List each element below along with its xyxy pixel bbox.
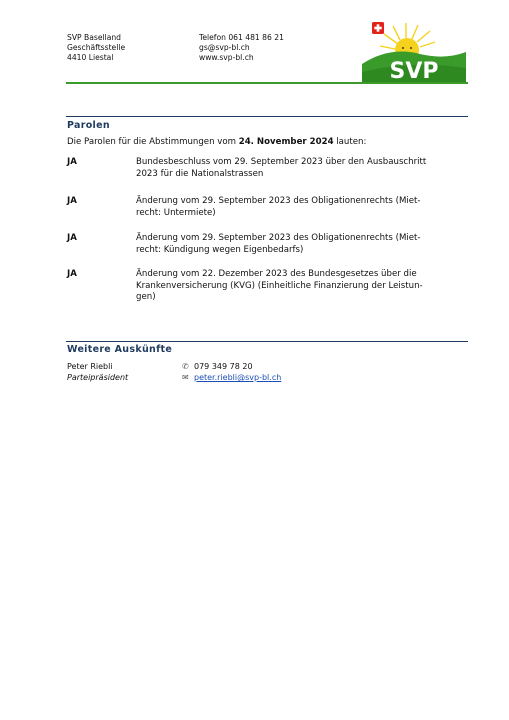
contact-phone[interactable]: 079 349 78 20 <box>194 362 253 371</box>
org-website[interactable]: www.svp-bl.ch <box>199 53 254 62</box>
sender-contact <box>199 33 284 63</box>
contact-phone-row <box>182 361 281 372</box>
contact-email-link[interactable]: peter.riebli@svp-bl.ch <box>194 373 282 382</box>
org-office: Geschäftsstelle <box>67 43 126 52</box>
contact-person <box>67 361 128 383</box>
vote-recommendation: JA <box>67 233 77 243</box>
sender-address <box>67 33 125 63</box>
contact-email-row <box>182 372 281 383</box>
section-rule-auskuenfte <box>66 341 468 342</box>
header-divider <box>66 82 468 84</box>
vote-date: 24. November 2024 <box>238 137 334 147</box>
section-rule-parolen <box>66 116 468 117</box>
vote-recommendation: JA <box>67 196 77 206</box>
parolen-intro: Die Parolen für die Abstimmungen vom 24. November 2024 lauten: <box>67 137 367 147</box>
org-city: 4410 Liestal <box>67 53 114 62</box>
ballot-item: Bundesbeschluss vom 29. September 2023 über den Ausbauschritt 2023 für die Nationalstrassen <box>136 157 427 179</box>
org-email[interactable]: gs@svp-bl.ch <box>199 43 250 52</box>
contact-details <box>182 361 281 383</box>
svp-logo <box>360 20 468 82</box>
ballot-item: Änderung vom 22. Dezember 2023 des Bundesgesetzes über die Krankenversicherung (KVG) (Einheitliche Finanzierung der Leistun- gen) <box>136 269 423 302</box>
phone-icon: ✆ <box>182 362 189 371</box>
org-phone: Telefon 061 481 86 21 <box>199 33 284 42</box>
contact-role: Parteipräsident <box>67 373 129 382</box>
swiss-flag-icon <box>372 22 384 34</box>
ballot-item: Änderung vom 29. September 2023 des Obligationenrechts (Miet- recht: Kündigung wegen Eigenbedarfs) <box>136 233 421 255</box>
ballot-item: Änderung vom 29. September 2023 des Obligationenrechts (Miet- recht: Untermiete) <box>136 196 421 218</box>
logo-text: SVP <box>389 59 439 82</box>
section-title-parolen: Parolen <box>67 120 110 131</box>
envelope-icon: ✉ <box>182 373 189 382</box>
vote-recommendation: JA <box>67 269 77 279</box>
vote-recommendation: JA <box>67 157 77 167</box>
section-title-auskuenfte: Weitere Auskünfte <box>67 344 173 355</box>
contact-name: Peter Riebli <box>67 362 113 371</box>
org-name: SVP Baselland <box>67 33 122 42</box>
